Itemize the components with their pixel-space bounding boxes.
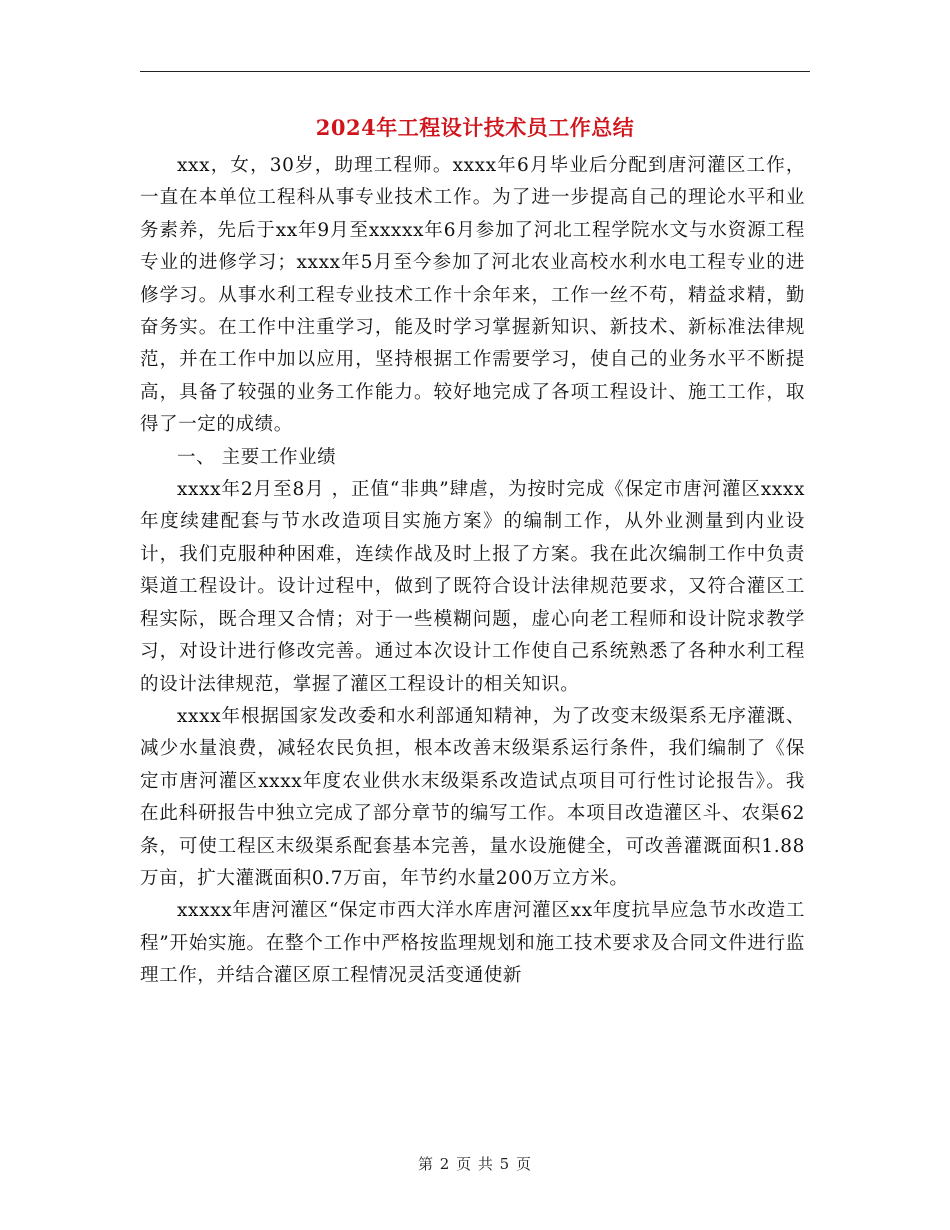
document-title: 2024年工程设计技术员工作总结 [315,115,635,140]
body-paragraph: xxxxx年唐河灌区“保定市西大洋水库唐河灌区xx年度抗旱应急节水改造工程”开始实施。在整个工作中严格按监理规划和施工技术要求及合同文件进行监理工作，并结合灌区原工程情况灵活变通使新 [140,900,805,987]
page-number-footer: 第 2 页 共 5 页 [418,1155,532,1173]
document-body [140,150,805,993]
intro-paragraph: xxx，女，30岁，助理工程师。xxxx年6月毕业后分配到唐河灌区工作，一直在本单位工程科从事专业技术工作。为了进一步提高自己的理论水平和业务素养，先后于xx年9月至xxxxx年6月参加了河北工程学院水文与水资源工程专业的进修学习；xxxx年5月至今参加了河北农业高校水利水电工程专业的进修学习。从事水利工程专业技术工作十余年来，工作一丝不苟，精益求精，勤奋务实。在工作中注重学习，能及时学习掌握新知识、新技术、新标准法律规范，并在工作中加以应用，坚持根据工作需要学习，使自己的业务水平不断提高，具备了较强的业务工作能力。较好地完成了各项工程设计、施工工作，取得了一定的成绩。 [140,155,805,436]
section-heading: 一、 主要工作业绩 [177,446,337,468]
body-paragraph: xxxx年2月至8月 ，正值“非典”肆虐，为按时完成《保定市唐河灌区xxxx年度续建配套与节水改造项目实施方案》的编制工作，从外业测量到内业设计，我们克服种种困难，连续作战及时上报了方案。我在此次编制工作中负责渠道工程设计。设计过程中，做到了既符合设计法律规范要求，又符合灌区工程实际，既合理又合情；对于一些模糊问题，虚心向老工程师和设计院求教学习，对设计进行修改完善。通过本次设计工作使自己系统熟悉了各种水利工程的设计法律规范，掌握了灌区工程设计的相关知识。 [140,479,805,695]
body-paragraph: xxxx年根据国家发改委和水利部通知精神，为了改变末级渠系无序灌溉、减少水量浪费，减轻农民负担，根本改善末级渠系运行条件，我们编制了《保定市唐河灌区xxxx年度农业供水末级渠系改造试点项目可行性讨论报告》。我在此科研报告中独立完成了部分章节的编写工作。本项目改造灌区斗、农渠62条，可使工程区末级渠系配套基本完善，量水设施健全，可改善灌溉面积1.88万亩，扩大灌溉面积0.7万亩，年节约水量200万立方米。 [140,705,805,889]
header-rule [140,71,810,72]
